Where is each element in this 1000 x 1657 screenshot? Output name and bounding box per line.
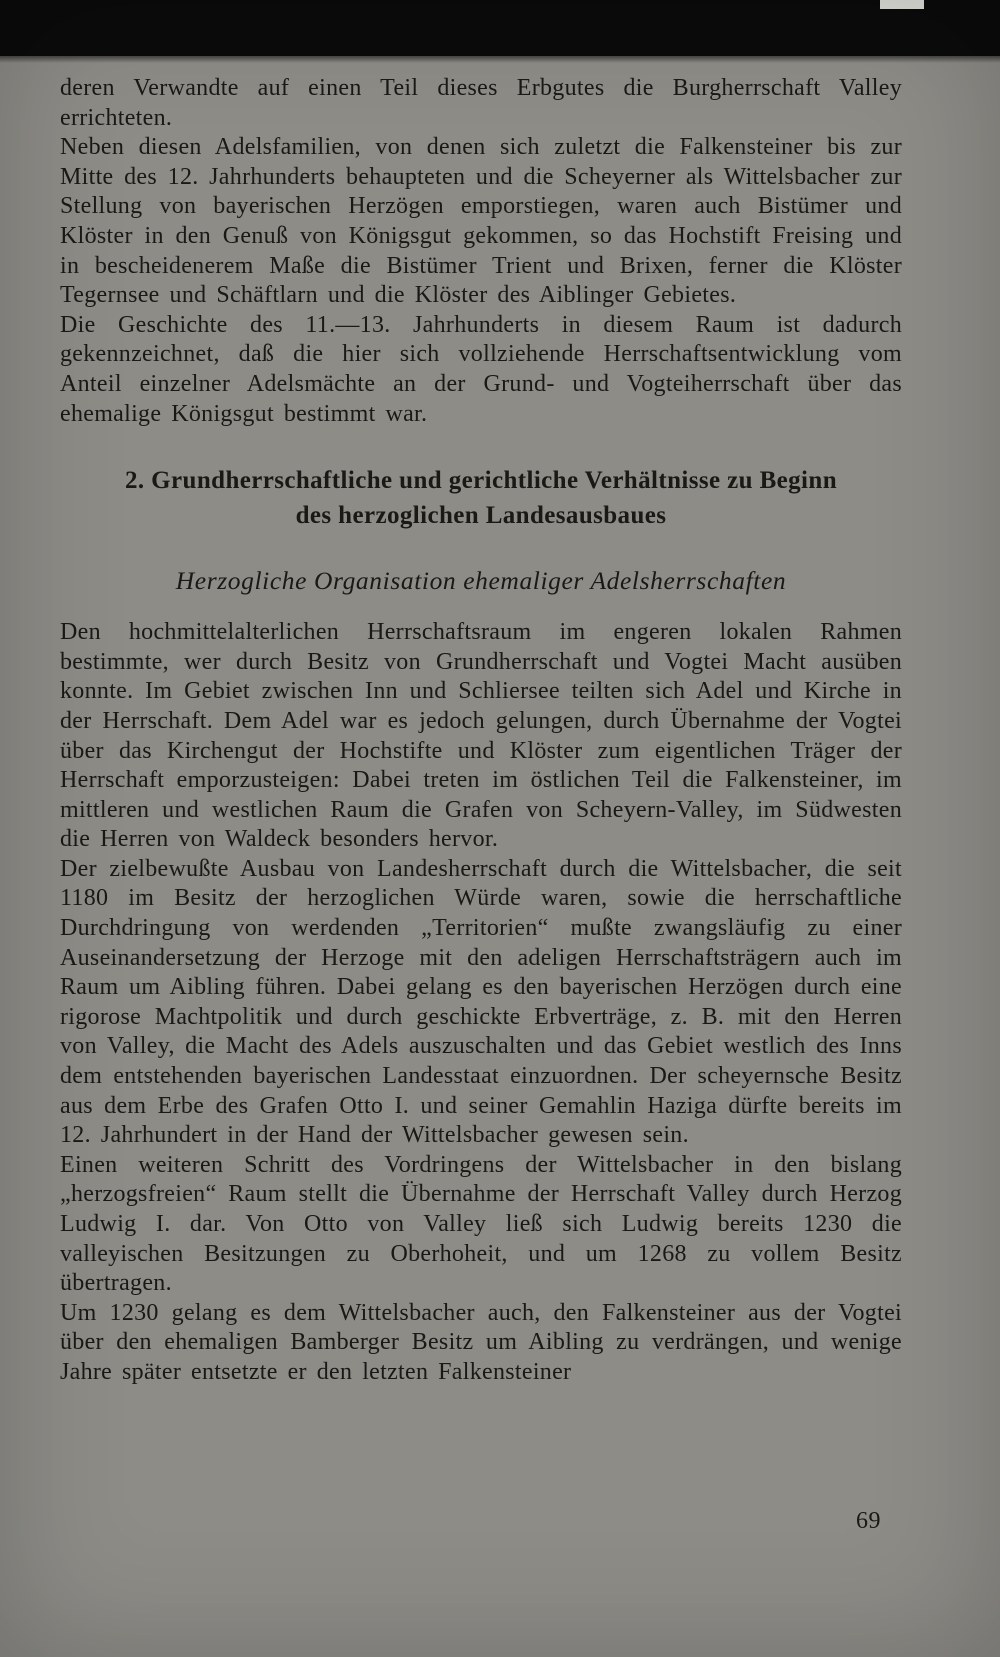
body-paragraph: Den hochmittelalterlichen Herrschaftsraum im engeren lokalen Rahmen bestimmte, wer durch Besitz von Grundherrschaft und Vogtei Macht ausüben konnte. Im Gebiet zwischen Inn und Schliersee teilten sich Adel und Kirche in der Herrschaft. Dem Adel war es jedoch gelungen, durch Übernahme der Vogtei über das Kirchengut der Hochstifte und Klöster zum eigentlichen Träger der Herrschaft emporzusteigen: Dabei treten im östlichen Teil die Falkensteiner, im mittleren und westlichen Raum die Grafen von Scheyern-Valley, im Südwesten die Herren von Waldeck besonders hervor. bbox=[60, 619, 902, 853]
page-content bbox=[60, 74, 902, 1388]
subsection-heading: Herzogliche Organisation ehemaliger Adelsherrschaften bbox=[175, 566, 787, 596]
heading-line-1: 2. Grundherrschaftliche und gerichtliche Verhältnisse zu Beginn bbox=[124, 467, 838, 495]
intro-section bbox=[60, 74, 902, 429]
intro-paragraph: Die Geschichte des 11.—13. Jahrhunderts in diesem Raum ist dadurch gekennzeichnet, daß die hier sich vollziehende Herrschaftsentwicklung vom Anteil einzelner Adelsmächte an der Grund- und Vogteiherrschaft über das ehemalige Königsgut bestimmt war. bbox=[60, 311, 902, 427]
scan-artifact bbox=[880, 0, 924, 9]
body-paragraph: Um 1230 gelang es dem Wittelsbacher auch, den Falkensteiner aus der Vogtei über den ehemaligen Bamberger Besitz um Aibling zu verdrängen, und wenige Jahre später entsetzte er den letzten Falkensteiner bbox=[60, 1299, 902, 1385]
scan-edge-top bbox=[0, 0, 1000, 56]
body-paragraph: Einen weiteren Schritt des Vordringens der Wittelsbacher in den bislang „herzogsfreien“ Raum stellt die Übernahme der Herrschaft Valley durch Herzog Ludwig I. dar. Von Otto von Valley ließ sich Ludwig bereits 1230 die valleyischen Besitzungen zu Oberhoheit, und um 1268 zu vollem Besitz übertragen. bbox=[60, 1151, 902, 1297]
main-section bbox=[60, 618, 902, 1387]
page-number: 69 bbox=[856, 1508, 881, 1534]
intro-paragraph: Neben diesen Adelsfamilien, von denen sich zuletzt die Falkensteiner bis zur Mitte des 12. Jahrhunderts behaupteten und die Scheyerner als Wittelsbacher zur Stellung von bayerischen Herzögen emporstiegen, waren auch Bistümer und Klöster in den Genuß von Königsgut gekommen, so das Hochstift Freising und in bescheidenerem Maße die Bistümer Trient und Brixen, ferner die Klöster Tegernsee und Schäftlarn und die Klöster des Aiblinger Gebietes. bbox=[60, 134, 902, 309]
heading-line-2: des herzoglichen Landesausbaues bbox=[295, 502, 667, 530]
intro-paragraph: deren Verwandte auf einen Teil dieses Erbgutes die Burgherrschaft Valley errichteten. bbox=[60, 75, 902, 131]
section-heading bbox=[60, 463, 902, 533]
body-paragraph: Der zielbewußte Ausbau von Landesherrschaft durch die Wittelsbacher, die seit 1180 im Besitz der herzoglichen Würde waren, sowie die herrschaftliche Durchdringung von werdenden „Territorien“ mußte zwangsläufig zu einer Auseinandersetzung der Herzoge mit den adeligen Herrschaftsträgern auch im Raum um Aibling führen. Dabei gelang es den bayerischen Herzögen durch eine rigorose Machtpolitik und durch geschickte Erbverträge, z. B. mit den Herren von Valley, die Macht des Adels auszuschalten und das Gebiet westlich des Inns dem entstehenden bayerischen Landesstaat einzuordnen. Der scheyernsche Besitz aus dem Erbe des Grafen Otto I. und seiner Gemahlin Haziga dürfte bereits im 12. Jahrhundert in der Hand der Wittelsbacher gewesen sein. bbox=[60, 855, 902, 1149]
